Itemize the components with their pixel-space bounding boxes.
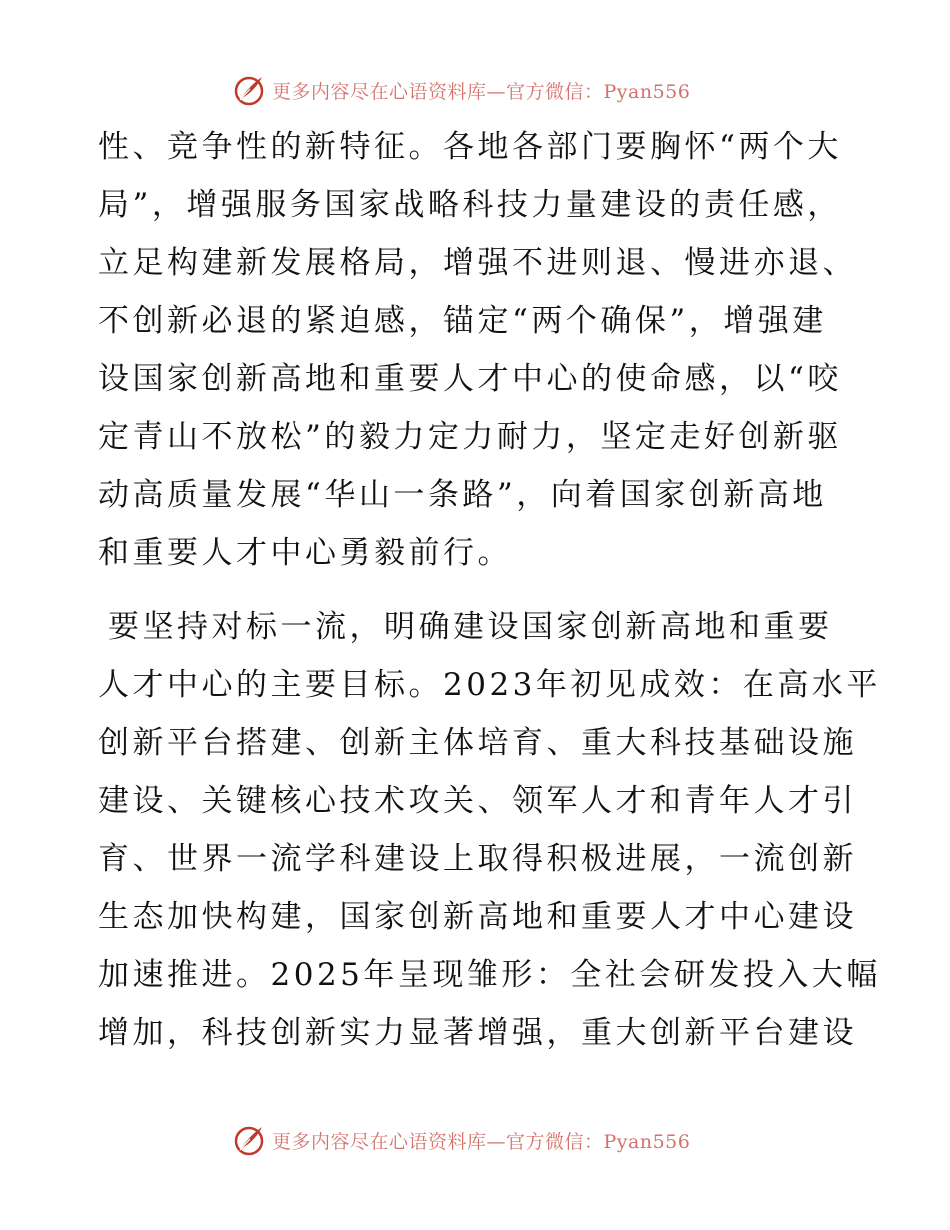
header-watermark (232, 72, 690, 108)
footer-watermark (232, 1122, 690, 1158)
text-line: 育、世界一流学科建设上取得积极进展，一流创新 (98, 841, 857, 877)
text-line: 动高质量发展“华山一条路”，向着国家创新高地 (98, 477, 827, 513)
document-body (98, 118, 881, 1062)
text-line: 立足构建新发展格局，增强不进则退、慢进亦退、 (98, 245, 857, 281)
text-line: 要坚持对标一流，明确建设国家创新高地和重要 (108, 609, 833, 645)
text-line: 和重要人才中心勇毅前行。 (98, 535, 512, 571)
text-line: 加速推进。2025年呈现雏形：全社会研发投入大幅 (98, 957, 881, 993)
watermark-text: 更多内容尽在心语资料库—官方微信：Pyan556 (272, 80, 691, 103)
watermark-text: 更多内容尽在心语资料库—官方微信：Pyan556 (272, 1130, 691, 1153)
text-line: 不创新必退的紧迫感，锚定“两个确保”，增强建 (98, 303, 827, 339)
text-line: 创新平台搭建、创新主体培育、重大科技基础设施 (98, 725, 857, 761)
paragraph (98, 598, 881, 1062)
text-line: 建设、关键核心技术攻关、领军人才和青年人才引 (98, 783, 857, 819)
text-line: 性、竞争性的新特征。各地各部门要胸怀“两个大 (98, 129, 842, 165)
paragraph (98, 118, 858, 582)
text-line: 增加，科技创新实力显著增强，重大创新平台建设 (98, 1015, 857, 1051)
feather-pen-logo-icon (232, 1123, 266, 1157)
text-line: 定青山不放松”的毅力定力耐力，坚定走好创新驱 (98, 419, 842, 455)
feather-pen-logo-icon (232, 73, 266, 107)
text-line: 局”，增强服务国家战略科技力量建设的责任感， (98, 187, 842, 223)
text-line: 人才中心的主要目标。2023年初见成效：在高水平 (98, 667, 881, 703)
text-line: 设国家创新高地和重要人才中心的使命感，以“咬 (98, 361, 842, 397)
text-line: 生态加快构建，国家创新高地和重要人才中心建设 (98, 899, 857, 935)
